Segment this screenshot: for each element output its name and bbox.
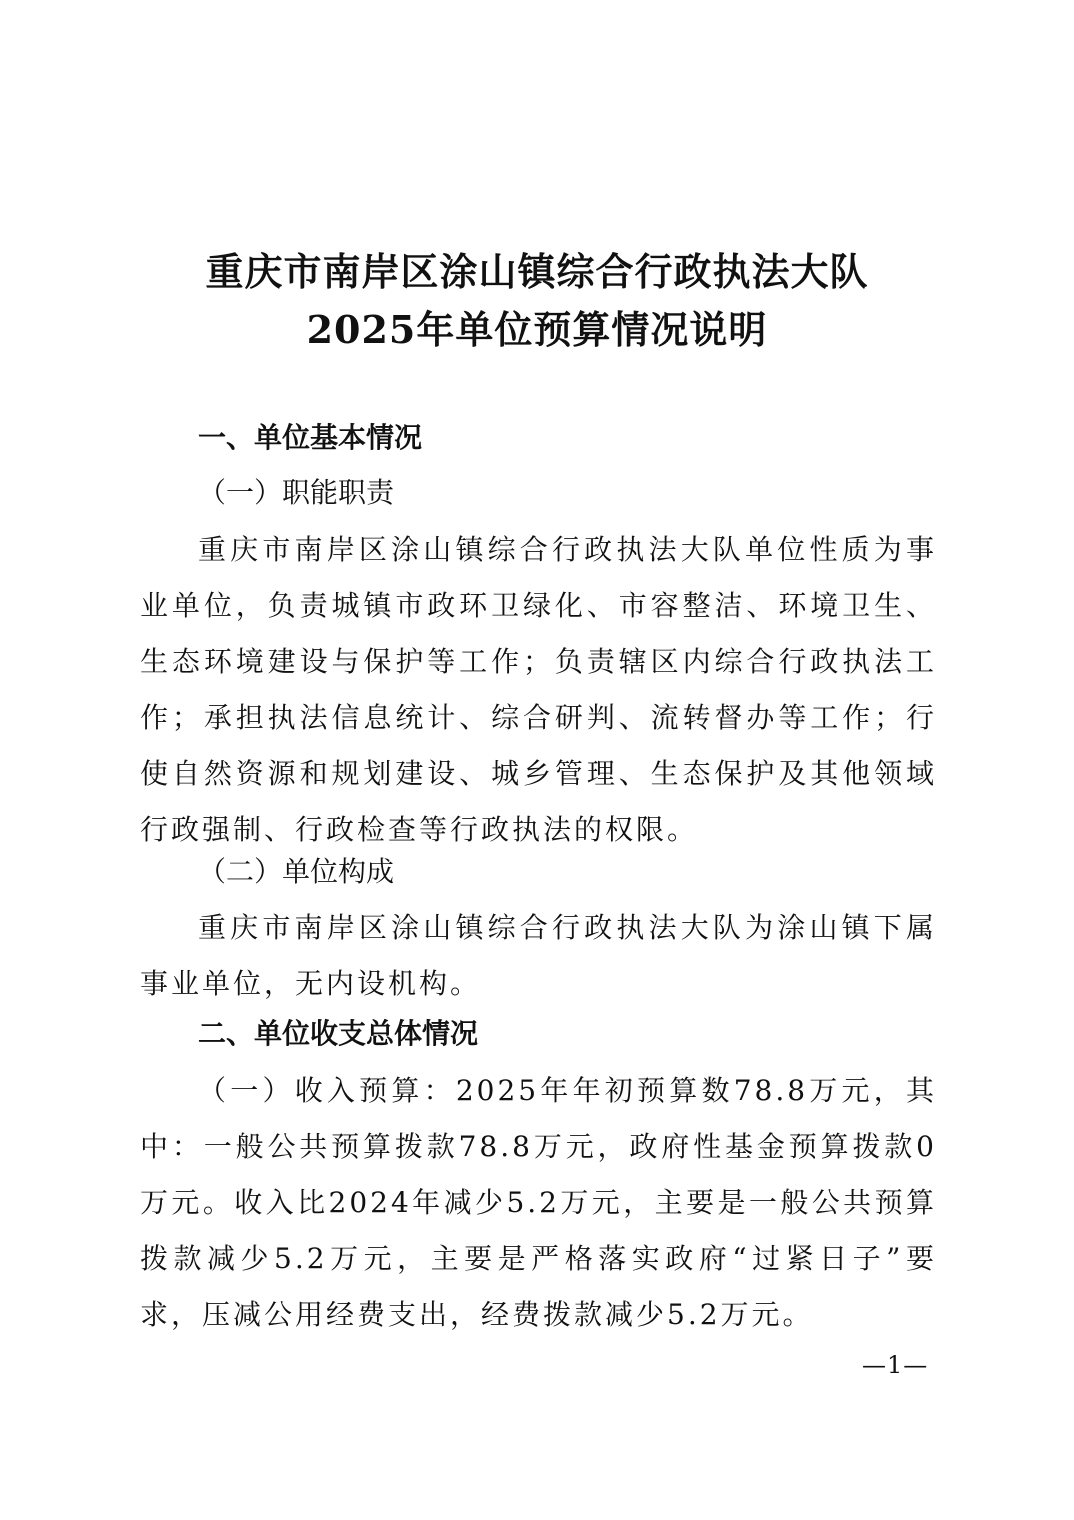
paragraph-duties: 重庆市南岸区涂山镇综合行政执法大队单位性质为事业单位，负责城镇市政环卫绿化、市容整洁、环境卫生、生态环境建设与保护等工作；负责辖区内综合行政执法工作；承担执法信息统计、综合研判、流转督办等工作；行使自然资源和规划建设、城乡管理、生态保护及其他领域行政强制、行政检查等行政执法的权限。 bbox=[140, 533, 937, 846]
paragraph-composition: 重庆市南岸区涂山镇综合行政执法大队为涂山镇下属事业单位，无内设机构。 bbox=[140, 911, 937, 1000]
section-heading-basic-info: 一、单位基本情况 bbox=[198, 421, 423, 454]
document-title-line-1: 重庆市南岸区涂山镇综合行政执法大队 bbox=[205, 249, 869, 294]
section-heading-budget-overview: 二、单位收支总体情况 bbox=[198, 1017, 479, 1050]
paragraph-income-budget: （一）收入预算：2025年年初预算数78.8万元，其中：一般公共预算拨款78.8万元，政府性基金预算拨款0万元。收入比2024年减少5.2万元，主要是一般公共预算拨款减少5.2万元，主要是严格落实政府“过紧日子”要求，压减公用经费支出，经费拨款减少5.2万元。 bbox=[140, 1074, 937, 1331]
page-number: —1— bbox=[862, 1351, 929, 1379]
subsection-heading-composition: （二）单位构成 bbox=[198, 855, 395, 888]
subsection-heading-duties: （一）职能职责 bbox=[198, 476, 395, 509]
document-title-line-2: 2025年单位预算情况说明 bbox=[306, 307, 768, 352]
